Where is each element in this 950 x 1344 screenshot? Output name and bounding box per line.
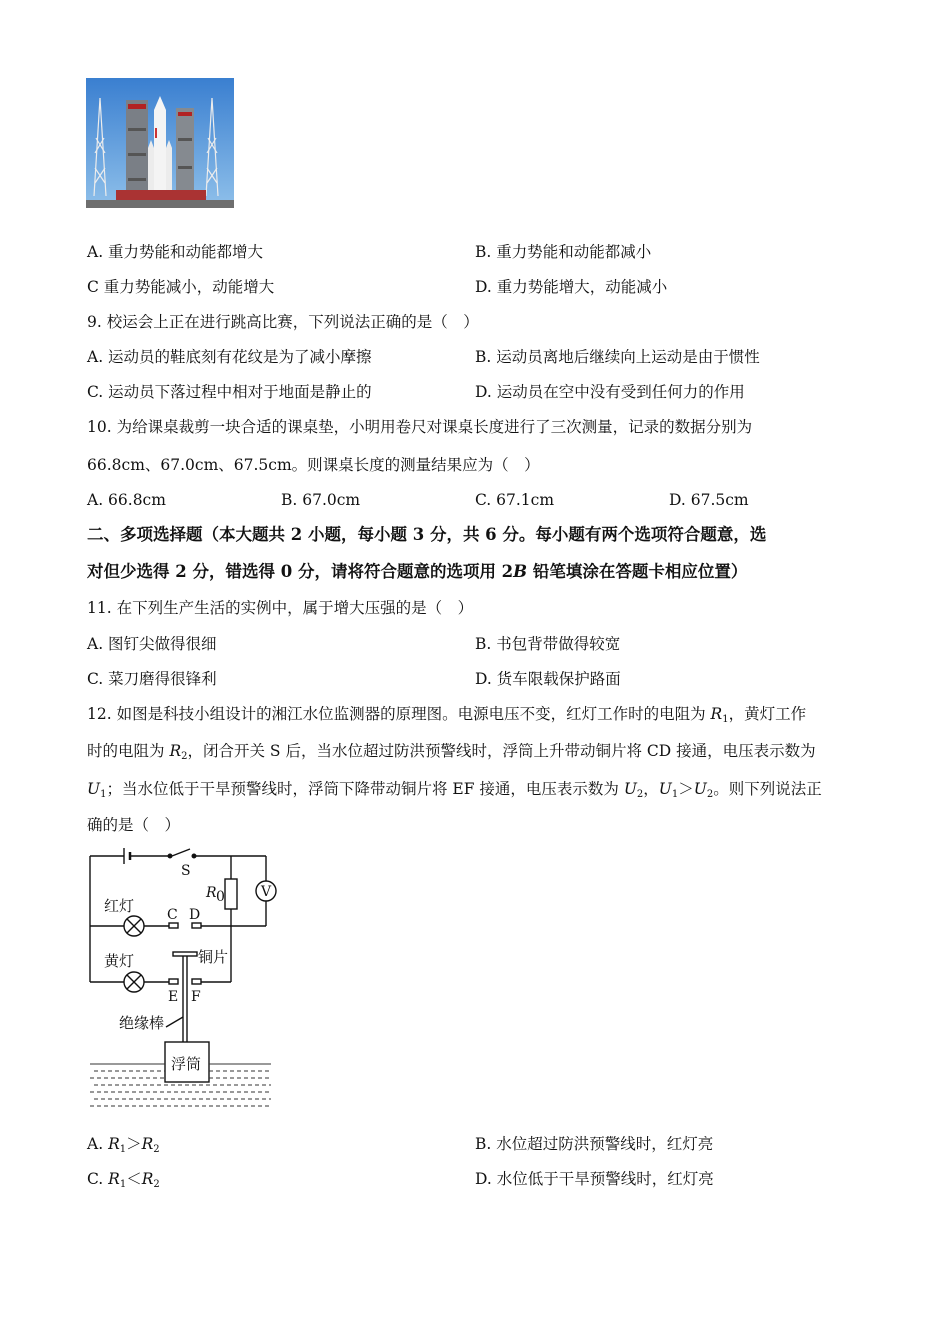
section2-line2-post: 铅笔填涂在答题卡相应位置） [527, 562, 748, 581]
q12-stem-line3 [87, 779, 822, 805]
q12-l3-sub2: 2 [636, 789, 644, 800]
q12-a-var1: R [108, 1135, 120, 1153]
q12-stem-line4: 确的是（ ） [87, 816, 181, 834]
q12-c-sub2: 2 [153, 1179, 160, 1190]
q12-l2-var: R [169, 742, 182, 760]
q12-l3-text3: 。则下列说法正 [713, 780, 822, 798]
resistor-label: R [206, 885, 217, 901]
q11-option-d: D. 货车限载保护路面 [475, 670, 621, 688]
q10-stem-line1: 10. 为给课桌裁剪一块合适的课桌垫，小明用卷尺对课桌长度进行了三次测量，记录的数据分别为 [87, 418, 753, 436]
q12-a-op: ＞ [126, 1135, 142, 1153]
q8-option-a: A. 重力势能和动能都增大 [87, 243, 264, 261]
q8-option-d: D. 重力势能增大，动能减小 [475, 278, 668, 296]
q12-l3-op: ＞ [678, 780, 694, 798]
q12-l3-text1: ；当水位低于干旱预警线时，浮筒下降带动铜片将 EF 接通，电压表示数为 [106, 780, 624, 798]
contact-d-label: D [189, 907, 201, 923]
q12-option-d: D. 水位低于干旱预警线时，红灯亮 [475, 1170, 714, 1188]
q11-option-b: B. 书包背带做得较宽 [475, 635, 621, 653]
red-lamp-label: 红灯 [104, 897, 135, 915]
switch-label: S [181, 863, 191, 879]
section2-line2-italic: B [513, 562, 528, 581]
q12-a-var2: R [141, 1135, 154, 1153]
q12-c-op: ＜ [126, 1170, 142, 1188]
q12-option-b: B. 水位超过防洪预警线时，红灯亮 [475, 1135, 714, 1153]
q12-a-prefix: A. [87, 1135, 109, 1153]
q11-stem: 11. 在下列生产生活的实例中，属于增大压强的是（ ） [87, 599, 474, 617]
q9-stem: 9. 校运会上正在进行跳高比赛，下列说法正确的是（ ） [87, 313, 479, 331]
q10-option-a: A. 66.8cm [87, 491, 166, 509]
circuit-diagram [86, 842, 286, 1112]
q10-stem-line2: 66.8cm、67.0cm、67.5cm。则课桌长度的测量结果应为（ ） [87, 456, 540, 474]
q12-l3-sub3: 1 [671, 789, 679, 800]
q12-l3-var1: U [87, 780, 101, 798]
q8-option-b: B. 重力势能和动能都减小 [475, 243, 652, 261]
section2-heading-line2 [87, 562, 747, 582]
q12-l1-text2: ，黄灯工作 [728, 705, 807, 723]
q10-option-d: D. 67.5cm [669, 491, 749, 509]
q11-option-c: C. 菜刀磨得很锋利 [87, 670, 217, 688]
contact-e-label: E [168, 989, 179, 1005]
yellow-lamp-label: 黄灯 [104, 952, 135, 970]
q9-option-c: C. 运动员下落过程中相对于地面是静止的 [87, 383, 372, 401]
rocket-launch-photo [86, 78, 234, 208]
q8-option-c: C 重力势能减小，动能增大 [87, 278, 275, 296]
q9-option-a: A. 运动员的鞋底刻有花纹是为了减小摩擦 [87, 348, 372, 366]
q12-option-c [87, 1169, 160, 1195]
voltmeter-label: V [261, 884, 272, 900]
q12-c-prefix: C. [87, 1170, 109, 1188]
contact-f-label: F [191, 989, 201, 1005]
q12-l3-sub1: 1 [100, 789, 107, 800]
q12-stem-line1 [87, 704, 806, 730]
section2-heading-line1: 二、多项选择题（本大题共 2 小题，每小题 3 分，共 6 分。每小题有两个选项符合题意，选 [87, 525, 767, 544]
q12-a-sub2: 2 [153, 1144, 160, 1155]
q11-option-a: A. 图钉尖做得很细 [87, 635, 217, 653]
q12-option-a [87, 1134, 160, 1160]
q12-l2-text2: ，闭合开关 S 后，当水位超过防洪预警线时，浮筒上升带动铜片将 CD 接通，电压表示数为 [187, 742, 816, 760]
resistor-sub-label: 0 [216, 889, 225, 905]
q12-l1-text1: 12. 如图是科技小组设计的湘江水位监测器的原理图。电源电压不变，红灯工作时的电阻为 [87, 705, 711, 723]
q10-option-b: B. 67.0cm [281, 491, 361, 509]
q12-l3-var4: U [693, 780, 707, 798]
q12-l2-text1: 时的电阻为 [87, 742, 170, 760]
q12-c-var2: R [141, 1170, 154, 1188]
q9-option-b: B. 运动员离地后继续向上运动是由于惯性 [475, 348, 760, 366]
q12-c-var1: R [108, 1170, 120, 1188]
q9-option-d: D. 运动员在空中没有受到任何力的作用 [475, 383, 745, 401]
q12-l3-var2: U [623, 780, 637, 798]
q12-stem-line2 [87, 741, 816, 767]
q10-option-c: C. 67.1cm [475, 491, 555, 509]
q12-l3-var3: U [658, 780, 672, 798]
section2-line2-pre: 对但少选得 2 分，错选得 0 分，请将符合题意的选项用 2 [87, 562, 514, 581]
q12-a-sub1: 1 [119, 1144, 127, 1155]
contact-c-label: C [167, 907, 178, 923]
q12-l1-var: R [710, 705, 723, 723]
q12-c-sub1: 1 [119, 1179, 127, 1190]
q12-l1-sub: 1 [722, 714, 729, 725]
rod-label: 绝缘棒 [119, 1014, 165, 1032]
copper-label: 铜片 [198, 948, 229, 966]
q12-l3-sub4: 2 [706, 789, 714, 800]
q12-l3-text2: ， [643, 780, 659, 798]
q12-l2-sub: 2 [181, 751, 188, 762]
float-label: 浮筒 [171, 1055, 202, 1073]
